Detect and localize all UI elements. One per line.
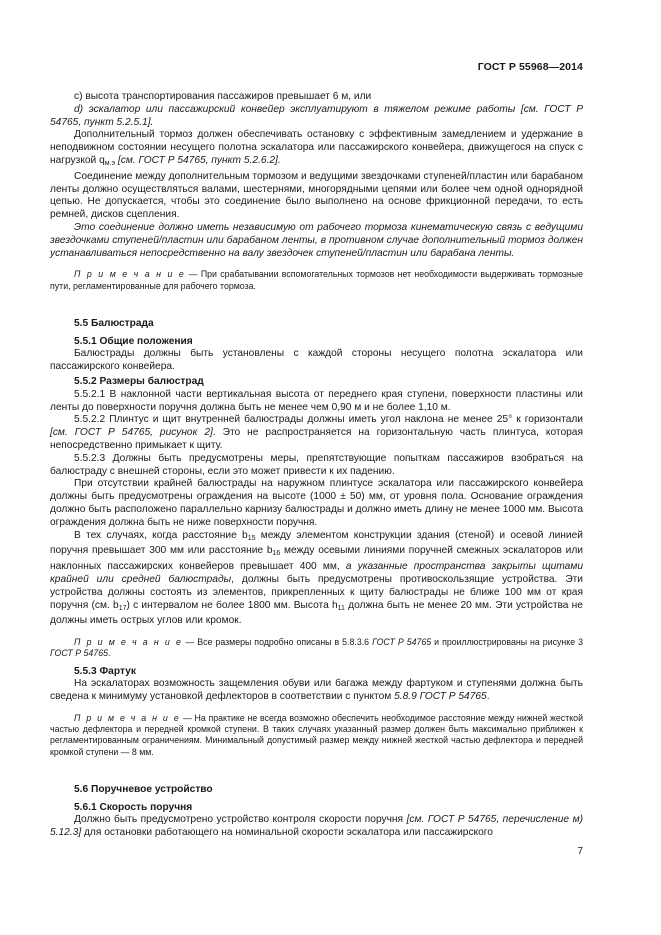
reference: [см. ГОСТ Р 54765, перечисление м) 5.12.3]: [50, 814, 583, 839]
paragraph-5-5-2-1: 5.5.2.1 В наклонной части вертикальная высота от переднего края ступени, поверхности пластины или ленты до поверхности поручня должна быть не менее чем 0,90 м и не более 1,10 м.: [50, 388, 583, 413]
section-5-5-1-heading: 5.5.1 Общие положения: [74, 335, 193, 347]
paragraph-handrail-speed: [50, 814, 583, 840]
section-5-6-heading: 5.6 Поручневое устройство: [74, 783, 213, 795]
note-text: — Все размеры подробно описаны в 5.8.3.6: [182, 637, 373, 648]
paragraph-antislip: [50, 530, 583, 629]
page-number: 7: [577, 846, 583, 857]
note-3: [50, 713, 583, 758]
paragraph-additional-brake: [50, 129, 583, 170]
note-1: [50, 269, 583, 291]
document-code: ГОСТ Р 55968—2014: [477, 61, 583, 73]
text: между осевыми линиями поручней смежных эскалаторов или наклонных пассажирских конвейеров превышает 400 мм,: [50, 545, 583, 573]
text: ) с интервалом не более 1800 мм. Высота h: [126, 599, 338, 611]
subscript: 11: [337, 604, 345, 612]
text: для остановки работающего на номинальной скорости эскалатора или пассажирского: [81, 827, 493, 839]
text: должна быть не менее 20 мм. Эти устройства не должны иметь острых углов или кромок.: [50, 599, 583, 627]
text: На эскалаторах возможность защемления обуви или багажа между фартуком и ступенями должна быть сведена к минимуму установкой дефлекторов в соответствии с пунктом: [50, 678, 583, 703]
text: Дополнительный тормоз должен обеспечивать остановку с эффективным замедлением и удержание в неподвижном состоянии несущего полотна эскалатора или пассажирского конвейера, движущегося на спуск с нагрузкой q: [50, 129, 583, 166]
text: . Это не распространяется на горизонтальную часть плинтуса, которая непосредственно примыкает к щиту.: [50, 427, 583, 451]
note-label: П р и м е ч а н и е: [74, 712, 181, 723]
page-body: [50, 91, 583, 840]
reference: ГОСТ Р 54765: [372, 637, 432, 648]
reference: ГОСТ Р 54765: [50, 648, 108, 659]
note-text: — При срабатывании вспомогательных тормозов нет необходимости выдерживать тормозные пути, регламентированные для рабочего тормоза.: [50, 269, 583, 291]
paragraph-independent: Это соединение должно иметь независимую от рабочего тормоза кинематическую связь с ведущими звездочками ступеней/пластин или барабаном ленты, в противном случае дополнительный тормоз должен устанавливаться непосредственно на валу звездочек ступеней/пластин или барабана ленты.: [50, 221, 583, 259]
list-item-c: c) высота транспортирования пассажиров превышает 6 м, или: [74, 91, 372, 102]
section-5-5-3-heading: 5.5.3 Фартук: [74, 665, 136, 677]
text: между элементом конструкции здания (стеной) и осевой линией поручня превышает 300 мм или расстояние b: [50, 529, 583, 557]
paragraph-outer-fence: При отсутствии крайней балюстрады на наружном плинтусе эскалатора или пассажирского конвейера должны быть предусмотрены ограждения на высоте (1000 ± 50) мм, от уровня пола. Основание ограждения должно быть расположено параллельно карнизу балюстрады и должно иметь длину не менее 1000 мм. Высота ограждения должна быть не ниже поверхности поручня.: [50, 478, 583, 528]
subscript: 17: [118, 604, 127, 612]
paragraph-general: Балюстрады должны быть установлены с каждой стороны несущего полотна эскалатора или пассажирского конвейера.: [50, 348, 583, 373]
reference: 5.8.9 ГОСТ Р 54765: [394, 691, 487, 703]
paragraph-5-5-2-3: 5.5.2.3 Должны быть предусмотрены меры, препятствующие попыткам пассажиров взобраться на балюстраду с внешней стороны, если это может привести к их падению.: [50, 452, 583, 477]
reference: [см. ГОСТ Р 54765, пункт 5.2.6.2].: [115, 154, 281, 166]
paragraph-connection: Соединение между дополнительным тормозом и ведущими звездочками ступеней/пластин или барабаном ленты должно осуществляться валами, шестернями, многорядными цепями или более чем одной однорядной цепью. Не допускается, чтобы это соединение было выполнено на основе фрикционной передачи, то есть ремней, дисков сцепления.: [50, 170, 583, 221]
reference: [см. ГОСТ Р 54765, рисунок 2]: [50, 427, 213, 439]
section-5-6-1-heading: 5.6.1 Скорость поручня: [74, 801, 193, 813]
paragraph-skirt: [50, 678, 583, 704]
subscript: 16: [272, 550, 281, 558]
text: 5.5.2.2 Плинтус и щит внутренней балюстрады должны иметь угол наклона не менее 25° к горизонтали: [74, 414, 583, 426]
note-2: [50, 637, 583, 659]
list-item-d: d) эскалатор или пассажирский конвейер эксплуатируют в тяжелом режиме работы [см. ГОСТ Р 54765, пункт 5.2.5.1].: [50, 103, 583, 128]
note-text: и проиллюстрированы на рисунке 3: [431, 637, 583, 648]
note-text: .: [108, 648, 111, 659]
text: Должно быть предусмотрено устройство контроля скорости поручня: [74, 814, 407, 826]
note-label: П р и м е ч а н и е: [74, 637, 183, 648]
subscript: м.э: [104, 159, 116, 167]
subscript: 15: [247, 534, 256, 542]
section-5-5-2-heading: 5.5.2 Размеры балюстрад: [74, 375, 204, 387]
paragraph-5-5-2-2: [50, 414, 583, 452]
emphasis: а указанные пространства закрыты щитами крайней или средней балюстрады: [50, 561, 583, 585]
text: .: [486, 691, 490, 703]
note-label: П р и м е ч а н и е: [74, 269, 186, 280]
section-5-5-heading: 5.5 Балюстрада: [74, 317, 154, 329]
note-text: — На практике не всегда возможно обеспечить необходимое расстояние между нижней жесткой частью дефлектора и передней кромкой ступени. В таких случаях указанный размер должен быть максимально приближен к регламентированным ограничениям. Минимальный допустимый размер между нижней жесткой частью дефлектора и передней кромкой ступени — 8 мм.: [50, 712, 583, 757]
text: , должны быть предусмотрены противоскользящие устройства. Эти устройства должны состоять из элементов, прикрепленных к щиту балюстрады не ближе 100 мм от края поручня (см. b: [50, 573, 583, 611]
text: В тех случаях, когда расстояние b: [74, 529, 248, 541]
